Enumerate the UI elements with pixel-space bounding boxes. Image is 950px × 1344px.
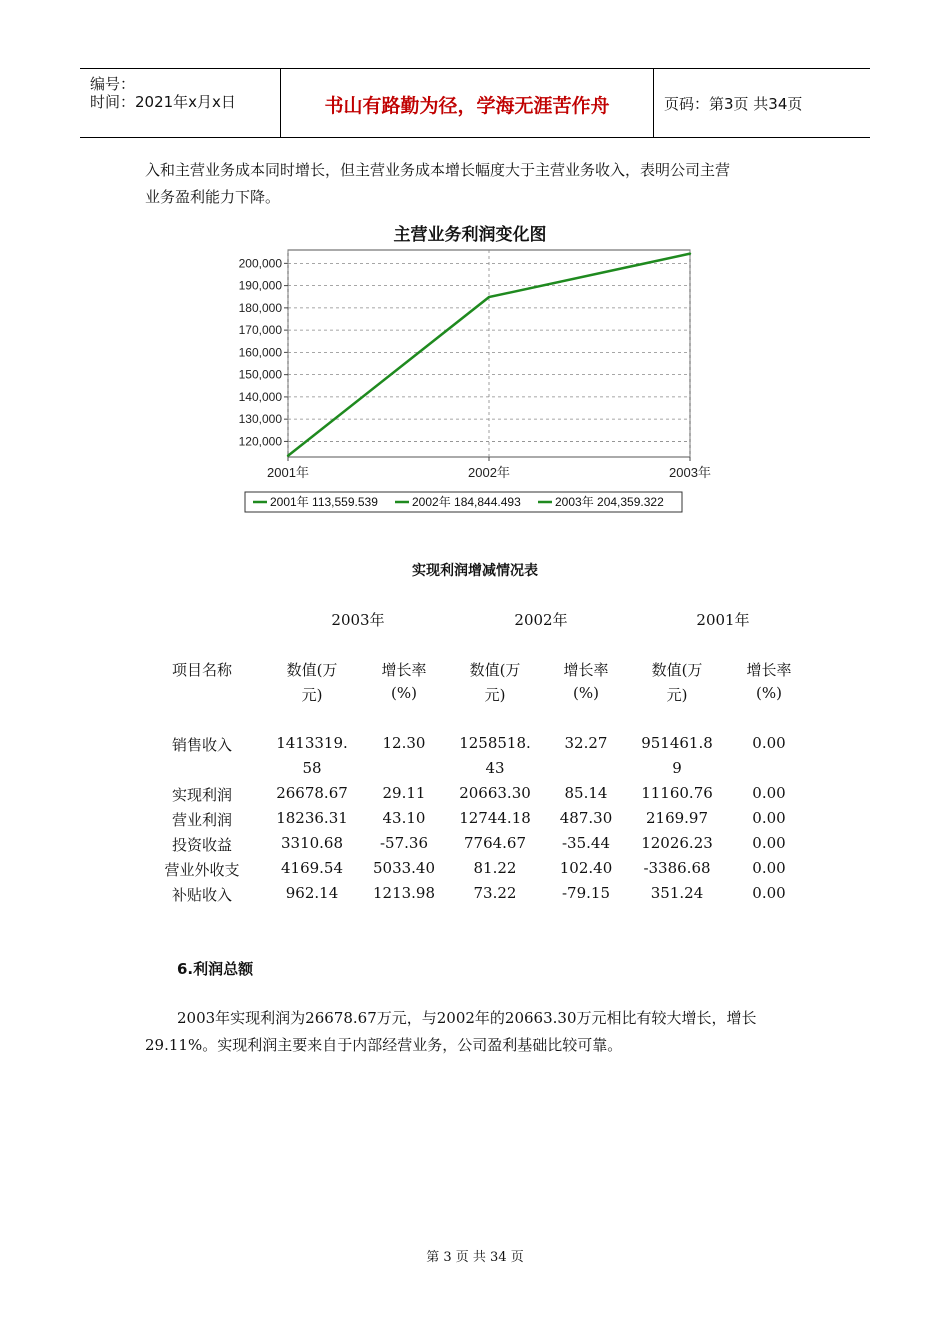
year-header: 2002年 bbox=[514, 611, 568, 629]
table-cell: 0.00 bbox=[752, 859, 786, 877]
section-line-1: 2003年实现利润为26678.67万元，与2002年的20663.30万元相比有较大增长，增长 bbox=[177, 1009, 757, 1027]
row-name: 营业利润 bbox=[171, 811, 232, 829]
rate-header: 增长率 bbox=[381, 661, 427, 679]
year-header: 2001年 bbox=[696, 611, 750, 629]
table-cell: 951461.8 bbox=[641, 734, 713, 752]
chart-title: 主营业务利润变化图 bbox=[393, 225, 547, 245]
table-title: 实现利润增减情况表 bbox=[412, 563, 538, 579]
row-name: 销售收入 bbox=[171, 736, 232, 754]
table-cell: 20663.30 bbox=[459, 784, 531, 802]
data-point bbox=[287, 455, 289, 457]
doc-number-label: 编号： bbox=[90, 75, 136, 93]
table-cell: 43.10 bbox=[382, 809, 426, 827]
table-cell: 3310.68 bbox=[280, 834, 344, 852]
row-name: 实现利润 bbox=[171, 786, 232, 804]
table-cell: 85.14 bbox=[564, 784, 608, 802]
table-cell: 18236.31 bbox=[276, 809, 348, 827]
value-header-unit: 元) bbox=[484, 686, 506, 704]
section-title: 6.利润总额 bbox=[177, 960, 254, 978]
table-cell: 0.00 bbox=[752, 834, 786, 852]
y-tick-label: 180,000 bbox=[238, 300, 282, 315]
profit-line-chart bbox=[215, 245, 715, 520]
table-cell: 102.40 bbox=[559, 859, 613, 877]
table-cell: 9 bbox=[672, 759, 682, 777]
header-motto-cell bbox=[281, 69, 654, 137]
intro-line-2: 业务盈利能力下降。 bbox=[145, 188, 281, 206]
table-cell: 11160.76 bbox=[641, 784, 713, 802]
data-point bbox=[488, 296, 490, 298]
row-name: 投资收益 bbox=[171, 836, 232, 854]
table-cell: 7764.67 bbox=[463, 834, 527, 852]
table-cell: 32.27 bbox=[564, 734, 608, 752]
intro-line-1: 入和主营业务成本同时增长，但主营业务成本增长幅度大于主营业务收入，表明公司主营 bbox=[145, 161, 731, 179]
y-tick-label: 130,000 bbox=[238, 412, 282, 427]
item-name-header: 项目名称 bbox=[171, 661, 232, 679]
table-cell: -57.36 bbox=[379, 834, 428, 852]
table-cell: 12744.18 bbox=[459, 809, 531, 827]
data-point bbox=[689, 252, 691, 254]
section-line-2: 29.11%。实现利润主要来自于内部经营业务，公司盈利基础比较可靠。 bbox=[145, 1036, 623, 1054]
y-tick-label: 190,000 bbox=[238, 278, 282, 293]
table-cell: 0.00 bbox=[752, 884, 786, 902]
y-tick-label: 200,000 bbox=[238, 256, 282, 271]
row-name: 补贴收入 bbox=[171, 886, 232, 904]
value-header-unit: 元) bbox=[666, 686, 688, 704]
page-footer: 第 3 页 共 34 页 bbox=[426, 1250, 524, 1265]
table-cell: 4169.54 bbox=[280, 859, 344, 877]
table-cell: 1413319. bbox=[276, 734, 348, 752]
legend-label: 2002年 184,844.493 bbox=[412, 495, 521, 509]
table-cell: 2169.97 bbox=[645, 809, 709, 827]
y-tick-label: 150,000 bbox=[238, 367, 282, 382]
rate-header: 增长率 bbox=[746, 661, 792, 679]
table-cell: 351.24 bbox=[650, 884, 704, 902]
rate-header-unit: (%) bbox=[756, 684, 782, 702]
header-page-cell bbox=[654, 69, 870, 137]
y-tick-label: 120,000 bbox=[238, 434, 282, 449]
section-paragraph-2 bbox=[145, 1032, 810, 1059]
table-cell: 487.30 bbox=[559, 809, 613, 827]
table-cell: 1213.98 bbox=[372, 884, 436, 902]
table-cell: 0.00 bbox=[752, 809, 786, 827]
table-cell: 5033.40 bbox=[372, 859, 436, 877]
intro-paragraph bbox=[145, 157, 810, 211]
table-cell: 43 bbox=[485, 759, 505, 777]
legend-label: 2003年 204,359.322 bbox=[555, 495, 664, 509]
header-motto: 书山有路勤为径，学海无涯苦作舟 bbox=[324, 95, 610, 117]
y-tick-label: 170,000 bbox=[238, 323, 282, 338]
header-page-info: 页码：第3页 共34页 bbox=[664, 95, 803, 113]
section-paragraph bbox=[145, 1005, 810, 1032]
rate-header-unit: (%) bbox=[391, 684, 417, 702]
table-cell: 1258518. bbox=[459, 734, 531, 752]
x-tick-label: 2001年 bbox=[267, 465, 309, 480]
page-header bbox=[80, 68, 870, 138]
table-cell: 12026.23 bbox=[641, 834, 713, 852]
header-meta bbox=[80, 69, 281, 137]
value-header: 数值(万 bbox=[651, 661, 703, 679]
year-header: 2003年 bbox=[331, 611, 385, 629]
rate-header: 增长率 bbox=[563, 661, 609, 679]
table-cell: 73.22 bbox=[473, 884, 517, 902]
table-cell: 12.30 bbox=[382, 734, 426, 752]
table-cell: 0.00 bbox=[752, 784, 786, 802]
table-cell: -35.44 bbox=[561, 834, 610, 852]
table-cell: 26678.67 bbox=[276, 784, 348, 802]
table-cell: 81.22 bbox=[473, 859, 517, 877]
table-cell: -3386.68 bbox=[643, 859, 711, 877]
x-tick-label: 2003年 bbox=[669, 465, 711, 480]
table-cell: 58 bbox=[302, 759, 322, 777]
row-name: 营业外收支 bbox=[164, 861, 240, 879]
rate-header-unit: (%) bbox=[573, 684, 599, 702]
y-tick-label: 160,000 bbox=[238, 345, 282, 360]
value-header: 数值(万 bbox=[469, 661, 521, 679]
table-cell: 962.14 bbox=[285, 884, 339, 902]
table-cell: -79.15 bbox=[561, 884, 610, 902]
x-tick-label: 2002年 bbox=[468, 465, 510, 480]
table-cell: 0.00 bbox=[752, 734, 786, 752]
value-header: 数值(万 bbox=[286, 661, 338, 679]
y-tick-label: 140,000 bbox=[238, 389, 282, 404]
value-header-unit: 元) bbox=[301, 686, 323, 704]
time-label: 时间：2021年x月x日 bbox=[90, 93, 236, 111]
legend-label: 2001年 113,559.539 bbox=[270, 495, 378, 509]
table-cell: 29.11 bbox=[382, 784, 426, 802]
